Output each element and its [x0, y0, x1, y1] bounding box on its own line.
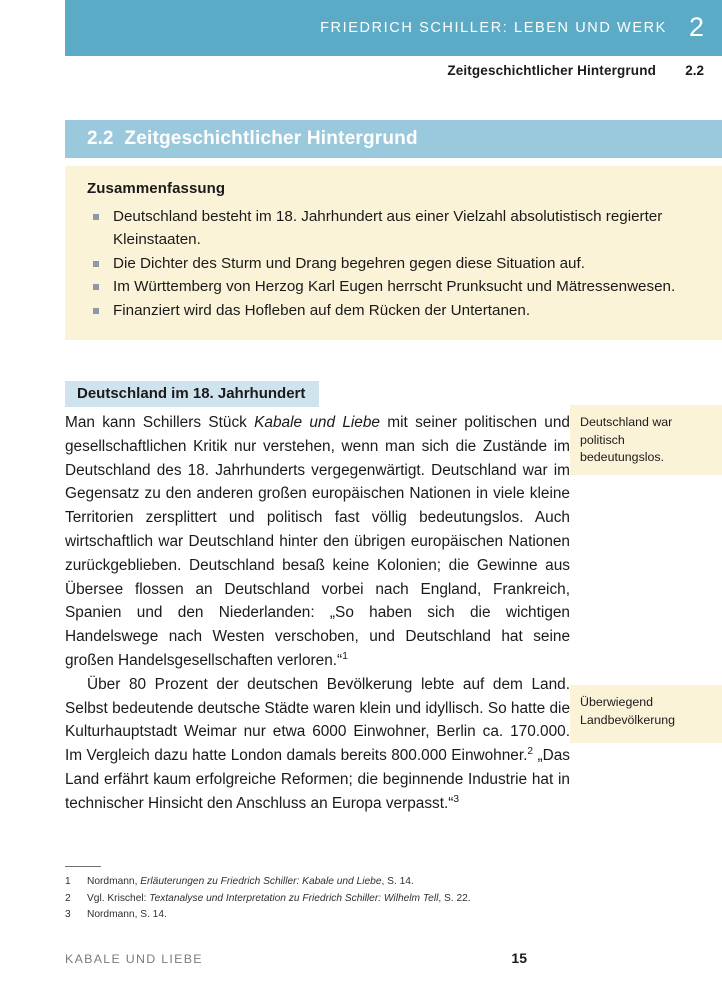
body-text-column	[65, 411, 570, 816]
paragraph-two-text-b: „Das Land erfährt kaum erfolgreiche Reformen; die beginnende Industrie hat in technischer Hinsicht den Anschluss an Europa verpasst.“	[65, 747, 570, 812]
margin-note-politisch-bedeutungslos: Deutschland war politisch bedeutungslos.	[570, 405, 722, 475]
square-bullet-icon	[93, 308, 99, 314]
summary-bullet-text: Im Württemberg von Herzog Karl Eugen herrscht Prunksucht und Mätressenwesen.	[113, 278, 676, 296]
summary-bullet-text: Die Dichter des Sturm und Drang begehren gegen diese Situation auf.	[113, 254, 585, 272]
subsection-heading: Deutschland im 18. Jahrhundert	[65, 381, 319, 407]
footnote-text	[87, 891, 471, 908]
square-bullet-icon	[93, 261, 99, 267]
margin-note-landbevoelkerung: Überwiegend Landbevölkerung	[570, 685, 722, 743]
summary-box	[65, 166, 722, 340]
footnote-suffix: , S. 14.	[381, 876, 414, 887]
footnote-marker-1: 1	[342, 650, 348, 662]
footnote-area	[65, 866, 625, 924]
paragraph-one-text-b: mit seiner politischen und gesellschaftlichen Kritik nur verstehen, wenn man sich die Zustände im Deutschland des 18. Jahrhunderts vergegenwärtigt. Deutschland war im Gegensatz zu den anderen großen europäischen Nationen in viele kleine Territorien zersplittert und politisch fast völlig bedeutungslos. Auch wirtschaftlich war Deutschland hinter den übrigen europäischen Nationen zurückgeblieben. Deutschland besaß keine Kolonien; die Gewinne aus Übersee flossen an Deutschland vorbei nach England, Frankreich, Spanien und den Niederlanden: „So haben sich die wichtigen Handelswege nach Westen verschoben, und Deutschland hat seine großen Handelsgesellschaften verloren.“	[65, 414, 570, 669]
footnote-text	[87, 874, 414, 891]
work-title-italic: Kabale und Liebe	[254, 414, 380, 431]
page-footer	[65, 950, 722, 966]
footer-page-number: 15	[511, 950, 527, 966]
footnote-marker-3: 3	[453, 793, 460, 805]
list-item	[87, 253, 696, 276]
paragraph-two-text-a: Über 80 Prozent der deutschen Bevölkerung lebte auf dem Land. Selbst bedeutende deutsche Städte waren klein und idyllisch. So hatte die Kulturhauptstadt Weimar nur etwa 6000 Einwohner, Berlin ca. 170.000. Im Vergleich dazu hatte London damals bereits 800.000 Einwohner.	[65, 675, 570, 765]
list-item	[87, 276, 696, 299]
paragraph-one-text-a: Man kann Schillers Stück	[65, 414, 255, 431]
summary-bullet-text: Deutschland besteht im 18. Jahrhundert aus einer Vielzahl absolutistisch regierter Kleinstaaten.	[113, 208, 663, 248]
summary-bullet-list	[87, 206, 696, 323]
section-title: Zeitgeschichtlicher Hintergrund	[124, 128, 418, 149]
footnote-number: 3	[65, 909, 71, 921]
section-title-bar	[65, 120, 722, 158]
summary-bullet-text: Finanziert wird das Hofleben auf dem Rücken der Untertanen.	[113, 302, 531, 320]
summary-title: Zusammenfassung	[87, 180, 226, 197]
footnote-text	[87, 907, 167, 924]
footnote-entry	[65, 874, 625, 891]
footnote-suffix: , S. 22.	[438, 892, 471, 904]
paragraph-one	[65, 411, 570, 673]
running-header-chapter-title: FRIEDRICH SCHILLER: LEBEN UND WERK	[320, 20, 667, 36]
footnote-prefix: Nordmann, S. 14.	[87, 909, 167, 921]
list-item	[87, 300, 696, 323]
paragraph-two	[65, 673, 570, 816]
footer-book-title: KABALE UND LIEBE	[65, 952, 203, 966]
footnote-number: 2	[65, 892, 71, 904]
footnote-divider	[65, 866, 101, 867]
running-header-chapter-number: 2	[688, 11, 704, 42]
footnote-number: 1	[65, 876, 71, 887]
square-bullet-icon	[93, 214, 99, 220]
section-number: 2.2	[87, 128, 114, 149]
footnote-prefix: Nordmann,	[87, 876, 141, 887]
footnote-marker-2: 2	[527, 746, 534, 758]
footnote-entry	[65, 891, 625, 908]
running-header-subsection-number: 2.2	[685, 63, 704, 78]
footnote-italic-title: Erläuterungen zu Friedrich Schiller: Kabale und Liebe	[140, 876, 382, 887]
running-header-subsection	[447, 63, 704, 78]
running-header-band	[65, 0, 722, 56]
footnote-italic-title: Textanalyse und Interpretation zu Friedrich Schiller: Wilhelm Tell	[149, 892, 439, 904]
running-header-subsection-title: Zeitgeschichtlicher Hintergrund	[447, 63, 656, 78]
footnote-entry	[65, 907, 625, 924]
square-bullet-icon	[93, 284, 99, 290]
footnote-prefix: Vgl. Krischel:	[87, 892, 150, 904]
list-item	[87, 206, 696, 252]
